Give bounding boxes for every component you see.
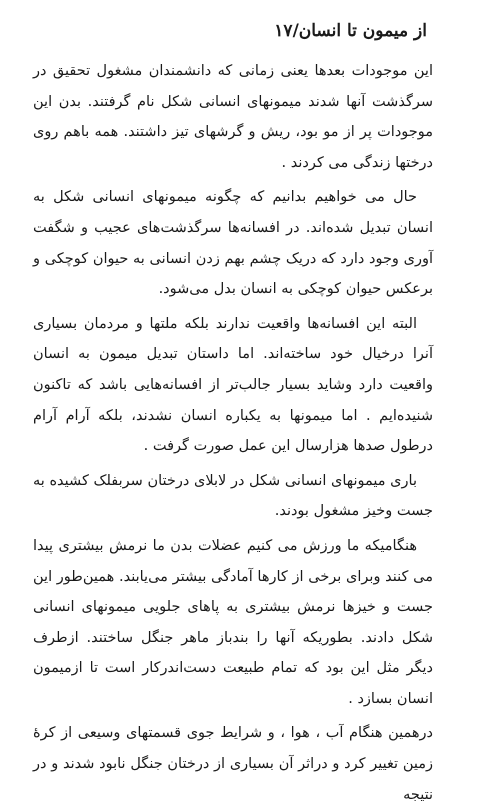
body-text	[33, 56, 433, 810]
paragraph-6: درهمین هنگام آب ، هوا ، و شرایط جوی قسمتهای وسیعی از کرهٔ زمین تغییر کرد و دراثر آن بسیاری از درختان جنگل نابود شدند و در نتیجه	[33, 725, 433, 803]
paragraph-5: هنگامیکه ما ورزش می کنیم عضلات بدن ما نرمش بیشتری پیدا می کنند وبرای برخی از کارها آمادگی بیشتر می‌یابند. همین‌طور این جست و خیزها نرمش بیشتری به پاهای جلویی میمونهای انسانی شکل دادند. بطوریکه آنها را بندباز ماهر جنگل ساختند. ازطرف دیگر مثل این بود که تمام طبیعت دست‌اندرکار است تا ازمیمون انسان بسازد .	[33, 537, 433, 707]
paragraph-2: حال می خواهیم بدانیم که چگونه میمونهای انسانی شکل به انسان تبدیل شده‌اند. در افسانه‌ها سرگذشت‌های عجیب و شگفت آوری وجود دارد که دریک چشم بهم زدن انسانی به حیوان کوچکی و برعکس حیوان کوچکی به انسان بدل می‌شود.	[33, 189, 433, 298]
running-header: از میمون تا انسان/۱۷	[274, 21, 427, 41]
paragraph-3: البته این افسانه‌ها واقعیت ندارند بلکه ملتها و مردمان بسیاری آنرا درخیال خود ساخته‌اند. اما داستان تبدیل میمون به انسان واقعیت دارد وشاید بسیار جالب‌تر از افسانه‌هایی باشد که تاکنون شنیده‌ایم . اما میمونها به یکباره انسان نشدند، بلکه آرام آرام درطول صدها هزارسال این عمل صورت گرفت .	[33, 315, 433, 455]
paragraph-1: این موجودات بعدها یعنی زمانی که دانشمندان مشغول تحقیق در سرگذشت آنها شدند میمونهای انسانی شکل نام گرفتند. بدن این موجودات پر از مو بود، ریش و گرشهای تیز داشتند. همه باهم روی درختها زندگی می کردند .	[33, 63, 433, 171]
paragraph-4: باری میمونهای انسانی شکل در لابلای درختان سربفلک کشیده به جست وخیز مشغول بودند.	[33, 472, 433, 520]
